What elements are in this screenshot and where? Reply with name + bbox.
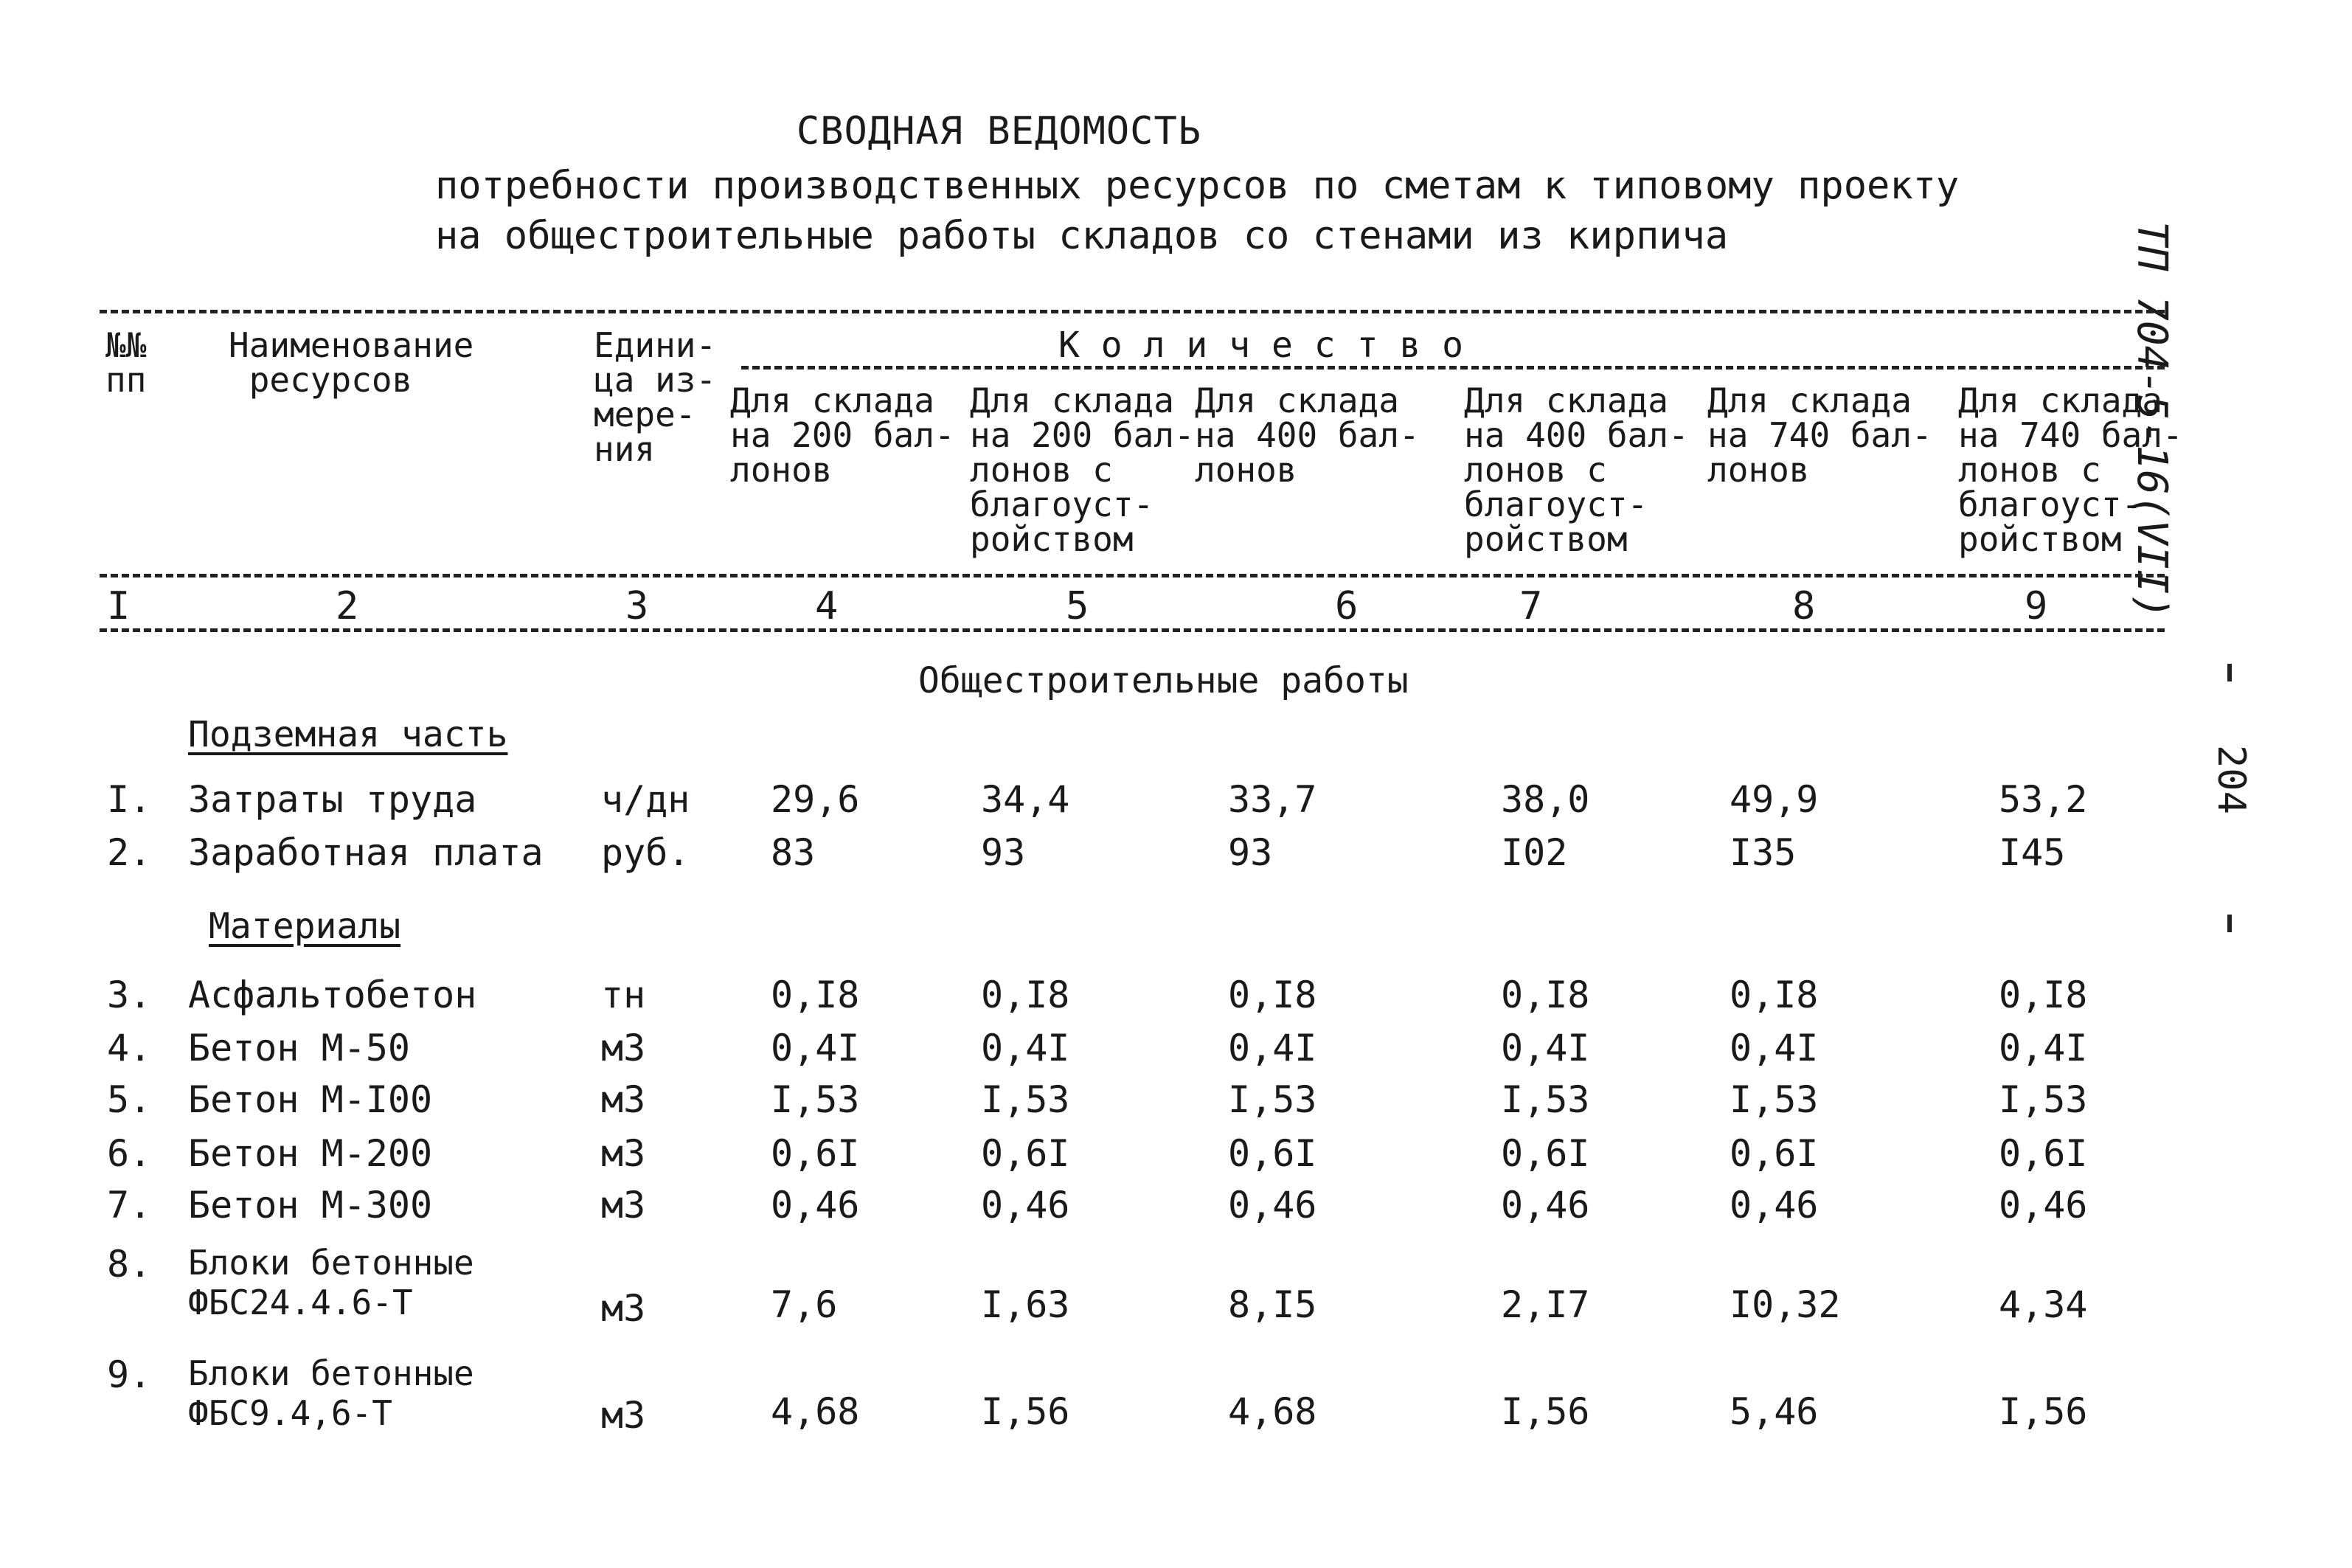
row-value-col8: 0,6I <box>1730 1132 1819 1175</box>
row-value-col6: 0,I8 <box>1228 974 1317 1016</box>
row-resource-name: Блоки бетонные ФБС9.4,6-Т <box>188 1353 474 1433</box>
column-number-7: 7 <box>1519 584 1543 628</box>
row-value-col9: 53,2 <box>1999 778 2088 821</box>
header-col-unit: Едини- ца из- мере- ния <box>594 325 717 469</box>
table-numbers-rule <box>100 628 2165 632</box>
row-unit: м3 <box>601 1184 646 1227</box>
row-value-col4: 7,6 <box>771 1283 838 1326</box>
row-unit: ч/дн <box>601 778 690 821</box>
row-value-col7: I02 <box>1501 831 1568 874</box>
row-resource-name: Блоки бетонные ФБС24.4.6-Т <box>188 1243 474 1322</box>
row-value-col9: I,56 <box>1999 1390 2088 1433</box>
table-top-rule <box>100 310 2165 313</box>
row-value-col5: 0,6I <box>981 1132 1070 1175</box>
row-value-col4: I,53 <box>771 1078 860 1121</box>
row-resource-name: Бетон М-200 <box>188 1132 433 1175</box>
column-number-3: 3 <box>625 584 649 628</box>
row-unit: м3 <box>601 1132 646 1175</box>
row-value-col6: 0,46 <box>1228 1184 1317 1227</box>
header-quantity-group: К о л и ч е с т в о <box>1058 325 1464 366</box>
row-value-col8: 49,9 <box>1730 778 1819 821</box>
header-col-number: №№ пп <box>105 325 147 400</box>
row-value-col4: 0,4I <box>771 1027 860 1069</box>
row-value-col8: 0,I8 <box>1730 974 1819 1016</box>
header-col-4: Для склада на 200 бал- лонов <box>730 381 955 490</box>
row-value-col7: 38,0 <box>1501 778 1590 821</box>
side-page-number: 204 <box>2209 745 2253 814</box>
subsection-underground: Подземная часть <box>188 714 508 755</box>
document-title: СВОДНАЯ ВЕДОМОСТЬ <box>796 109 1202 153</box>
row-value-col9: 0,I8 <box>1999 974 2088 1016</box>
table-group-rule <box>741 366 2165 370</box>
side-tick-mark <box>2227 915 2232 932</box>
row-value-col8: I0,32 <box>1730 1283 1841 1326</box>
row-value-col5: 0,46 <box>981 1184 1070 1227</box>
row-number: 3. <box>107 974 152 1016</box>
row-value-col7: I,53 <box>1501 1078 1590 1121</box>
row-resource-name: Заработная плата <box>188 831 544 874</box>
row-value-col5: I,53 <box>981 1078 1070 1121</box>
subsection-materials: Материалы <box>209 906 401 947</box>
row-value-col9: I,53 <box>1999 1078 2088 1121</box>
row-resource-name: Бетон М-I00 <box>188 1078 433 1121</box>
side-tick-mark <box>2227 664 2232 681</box>
row-value-col9: 0,6I <box>1999 1132 2088 1175</box>
column-number-8: 8 <box>1792 584 1816 628</box>
row-value-col9: I45 <box>1999 831 2066 874</box>
row-value-col6: I,53 <box>1228 1078 1317 1121</box>
column-number-2: 2 <box>336 584 359 628</box>
row-value-col6: 8,I5 <box>1228 1283 1317 1326</box>
row-value-col9: 0,46 <box>1999 1184 2088 1227</box>
section-title: Общестроительные работы <box>918 660 1409 701</box>
row-unit: руб. <box>601 831 690 874</box>
header-col-7: Для склада на 400 бал- лонов с благоуст- ройством <box>1464 381 1689 559</box>
row-number: 4. <box>107 1027 152 1069</box>
row-value-col5: 93 <box>981 831 1026 874</box>
row-value-col6: 93 <box>1228 831 1273 874</box>
row-value-col8: I35 <box>1730 831 1797 874</box>
row-number: 7. <box>107 1184 152 1227</box>
row-unit: м3 <box>601 1027 646 1069</box>
row-number: 2. <box>107 831 152 874</box>
row-value-col8: 0,46 <box>1730 1184 1819 1227</box>
row-value-col8: 0,4I <box>1730 1027 1819 1069</box>
row-value-col6: 0,4I <box>1228 1027 1317 1069</box>
header-col-5: Для склада на 200 бал- лонов с благоуст- ройством <box>970 381 1195 559</box>
row-value-col5: 0,4I <box>981 1027 1070 1069</box>
row-value-col7: I,56 <box>1501 1390 1590 1433</box>
row-resource-name: Затраты труда <box>188 778 477 821</box>
row-value-col7: 0,I8 <box>1501 974 1590 1016</box>
row-value-col9: 0,4I <box>1999 1027 2088 1069</box>
row-unit: м3 <box>601 1287 646 1330</box>
row-resource-name: Бетон М-300 <box>188 1184 433 1227</box>
header-col-8: Для склада на 740 бал- лонов <box>1707 381 1932 490</box>
row-number: 6. <box>107 1132 152 1175</box>
row-value-col9: 4,34 <box>1999 1283 2088 1326</box>
row-number: 5. <box>107 1078 152 1121</box>
row-value-col5: I,56 <box>981 1390 1070 1433</box>
row-value-col4: 0,I8 <box>771 974 860 1016</box>
row-unit: тн <box>601 974 646 1016</box>
row-value-col4: 83 <box>771 831 816 874</box>
document-subtitle-line1: потребности производственных ресурсов по сметам к типовому проекту <box>435 164 1960 208</box>
row-value-col5: 0,I8 <box>981 974 1070 1016</box>
row-value-col7: 0,4I <box>1501 1027 1590 1069</box>
row-resource-name: Асфальтобетон <box>188 974 477 1016</box>
row-number: 9. <box>107 1353 152 1396</box>
column-number-4: 4 <box>815 584 839 628</box>
header-col-name: Наименование ресурсов <box>229 325 474 400</box>
row-value-col4: 0,46 <box>771 1184 860 1227</box>
column-number-6: 6 <box>1335 584 1359 628</box>
row-value-col7: 0,6I <box>1501 1132 1590 1175</box>
row-number: I. <box>107 778 152 821</box>
row-value-col6: 33,7 <box>1228 778 1317 821</box>
row-value-col4: 4,68 <box>771 1390 860 1433</box>
row-resource-name: Бетон М-50 <box>188 1027 411 1069</box>
row-number: 8. <box>107 1243 152 1286</box>
row-value-col8: 5,46 <box>1730 1390 1819 1433</box>
column-number-1: I <box>107 584 131 628</box>
row-value-col7: 2,I7 <box>1501 1283 1590 1326</box>
column-number-5: 5 <box>1066 584 1089 628</box>
row-value-col7: 0,46 <box>1501 1184 1590 1227</box>
document-subtitle-line2: на общестроительные работы складов со стенами из кирпича <box>435 214 1729 258</box>
side-project-code: ТП 704-5-16(VII) <box>2128 221 2176 620</box>
row-value-col4: 29,6 <box>771 778 860 821</box>
header-col-9: Для склада на 740 бал- лонов с благоуст- ройством <box>1958 381 2183 559</box>
column-number-9: 9 <box>2025 584 2048 628</box>
row-value-col8: I,53 <box>1730 1078 1819 1121</box>
row-unit: м3 <box>601 1078 646 1121</box>
row-value-col6: 0,6I <box>1228 1132 1317 1175</box>
row-value-col5: 34,4 <box>981 778 1070 821</box>
table-header-rule <box>100 574 2165 577</box>
row-value-col4: 0,6I <box>771 1132 860 1175</box>
row-value-col6: 4,68 <box>1228 1390 1317 1433</box>
row-value-col5: I,63 <box>981 1283 1070 1326</box>
row-unit: м3 <box>601 1394 646 1437</box>
header-col-6: Для склада на 400 бал- лонов <box>1195 381 1420 490</box>
